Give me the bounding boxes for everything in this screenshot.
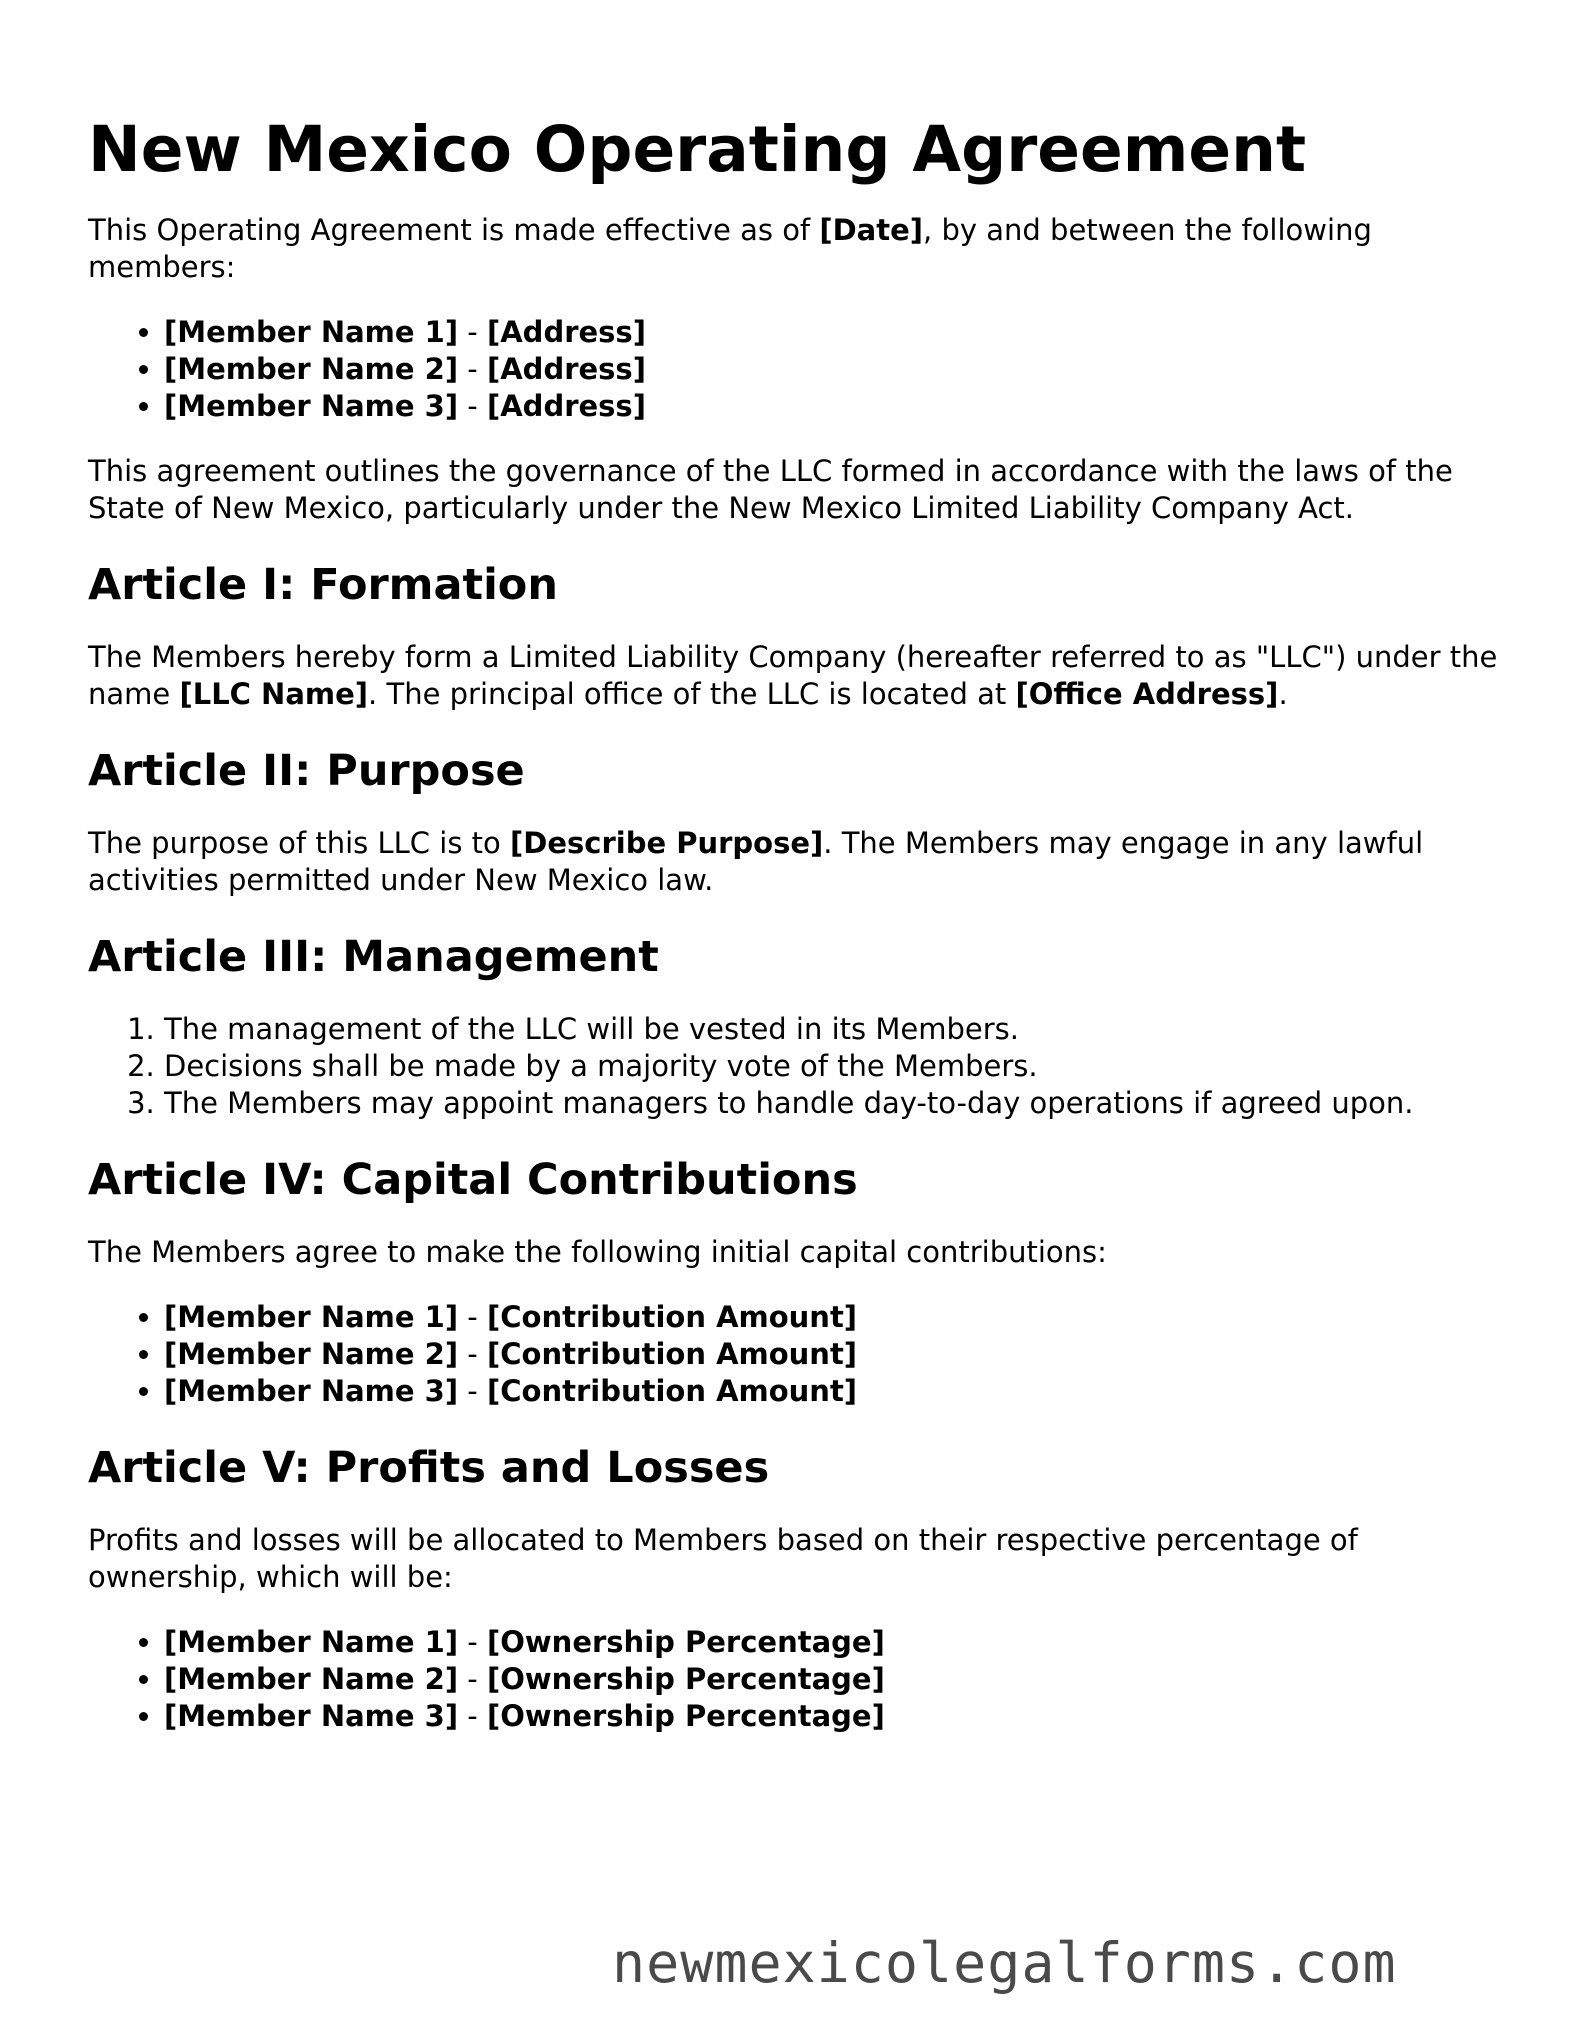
intro-text-before: This Operating Agreement is made effective as of [88,213,820,247]
member-name: [Member Name 1] [164,1300,459,1334]
list-item: 3. The Members may appoint managers to handle day-to-day operations if agreed upon. [164,1085,1508,1122]
contribution-amount: [Contribution Amount] [486,1337,858,1371]
intro-paragraph [88,212,1508,286]
list-item [164,351,1508,388]
office-address-placeholder: [Office Address] [1015,677,1279,711]
separator: - [458,1337,487,1371]
separator: - [458,1699,487,1733]
list-item [164,314,1508,351]
article-1-text: . [1278,677,1288,711]
management-list [88,1011,1508,1122]
contribution-amount: [Contribution Amount] [486,1374,858,1408]
member-address: [Address] [486,315,646,349]
list-item [164,1698,1508,1735]
article-1-paragraph [88,639,1508,713]
list-item [164,1661,1508,1698]
effective-date-placeholder: [Date] [819,213,924,247]
members-address-list [88,314,1508,425]
article-3-heading: Article III: Management [88,932,659,982]
member-name: [Member Name 2] [164,352,459,386]
article-5-heading: Article V: Profits and Losses [88,1443,770,1493]
document-page [88,108,1508,1763]
member-name: [Member Name 3] [164,389,459,423]
document-title: New Mexico Operating Agreement [88,113,1307,186]
separator: - [458,1662,487,1696]
intro-text-after: , by and between the following members: [88,213,1372,284]
list-item [164,388,1508,425]
separator: - [458,315,487,349]
article-1-text: The Members hereby form a Limited Liability Company (hereafter referred to as "LLC") under the name [88,640,1498,711]
ownership-list [88,1624,1508,1735]
contribution-amount: [Contribution Amount] [486,1300,858,1334]
article-2-paragraph [88,825,1508,899]
member-address: [Address] [486,352,646,386]
list-item [164,1336,1508,1373]
separator: - [458,1374,487,1408]
member-name: [Member Name 3] [164,1699,459,1733]
list-item: 1. The management of the LLC will be vested in its Members. [164,1011,1508,1048]
separator: - [458,352,487,386]
article-4-paragraph: The Members agree to make the following initial capital contributions: [88,1235,1107,1269]
list-item [164,1373,1508,1410]
list-item: 2. Decisions shall be made by a majority vote of the Members. [164,1048,1508,1085]
article-4-heading: Article IV: Capital Contributions [88,1155,858,1205]
member-name: [Member Name 1] [164,1625,459,1659]
purpose-placeholder: [Describe Purpose] [510,826,824,860]
site-watermark: newmexicolegalforms.com [612,1931,1397,1995]
member-name: [Member Name 2] [164,1662,459,1696]
member-name: [Member Name 1] [164,315,459,349]
article-5-paragraph: Profits and losses will be allocated to Members based on their respective percentage of ownership, which will be: [88,1523,1358,1594]
ownership-percentage: [Ownership Percentage] [486,1699,885,1733]
article-1-heading: Article I: Formation [88,560,558,610]
member-name: [Member Name 3] [164,1374,459,1408]
list-item [164,1299,1508,1336]
governance-paragraph: This agreement outlines the governance of the LLC formed in accordance with the laws of the State of New Mexico, particularly under the New Mexico Limited Liability Company Act. [88,454,1453,525]
contributions-list [88,1299,1508,1410]
article-2-text: . The Members may engage in any lawful activities permitted under New Mexico law. [88,826,1424,897]
article-2-heading: Article II: Purpose [88,746,525,796]
separator: - [458,1625,487,1659]
member-address: [Address] [486,389,646,423]
list-item [164,1624,1508,1661]
article-1-text: . The principal office of the LLC is located at [368,677,1016,711]
ownership-percentage: [Ownership Percentage] [486,1625,885,1659]
llc-name-placeholder: [LLC Name] [179,677,369,711]
article-2-text: The purpose of this LLC is to [88,826,510,860]
member-name: [Member Name 2] [164,1337,459,1371]
separator: - [458,1300,487,1334]
ownership-percentage: [Ownership Percentage] [486,1662,885,1696]
separator: - [458,389,487,423]
